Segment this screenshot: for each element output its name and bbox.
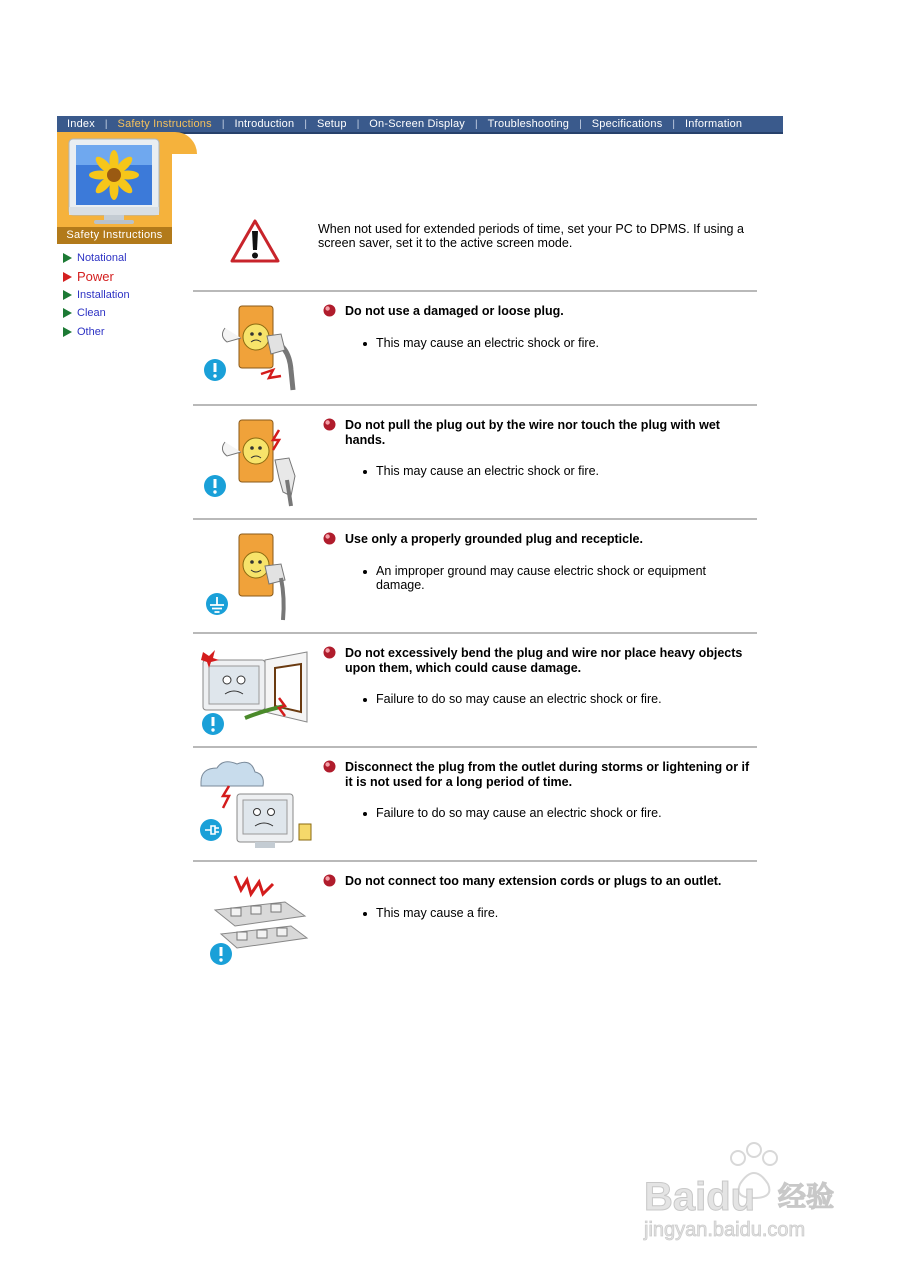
svg-text:经验: 经验 — [778, 1180, 835, 1213]
bullet-icon — [323, 304, 336, 317]
nav-separator: | — [304, 118, 307, 130]
nav-information[interactable]: Information — [685, 118, 743, 130]
nav-troubleshooting[interactable]: Troubleshooting — [487, 118, 570, 130]
dot-icon — [363, 342, 367, 346]
warning-triangle-icon — [229, 218, 281, 264]
detail-text: An improper ground may cause electric shock or equipment damage. — [376, 564, 707, 592]
section-heading: Use only a properly grounded plug and recepticle. — [345, 532, 643, 546]
section-brand-panel — [57, 132, 197, 244]
overloaded-outlet-illustration-icon — [195, 870, 315, 970]
intro-text: When not used for extended periods of time, set your PC to DPMS. If using a screen saver, set it to the active screen mode. — [318, 222, 744, 250]
nav-introduction[interactable]: Introduction — [234, 118, 295, 130]
triangle-right-icon — [63, 290, 72, 300]
detail-text: This may cause an electric shock or fire. — [376, 464, 599, 478]
bent-wire-illustration-icon — [195, 642, 315, 742]
bullet-icon — [323, 532, 336, 545]
nav-separator: | — [104, 118, 108, 130]
submenu-label: Power — [77, 269, 114, 285]
monitor-with-sunflower-icon — [66, 137, 162, 225]
submenu-notational[interactable] — [63, 249, 130, 267]
dot-icon — [363, 698, 367, 702]
nav-separator: | — [475, 118, 478, 130]
submenu-clean[interactable] — [63, 304, 130, 322]
nav-separator: | — [356, 118, 360, 130]
nav-safety-instructions[interactable]: Safety Instructions — [117, 118, 212, 130]
submenu-label: Other — [77, 325, 105, 338]
bullet-icon — [323, 874, 336, 887]
nav-specifications[interactable]: Specifications — [591, 118, 663, 130]
nav-setup[interactable]: Setup — [316, 118, 347, 130]
section-detail — [363, 906, 743, 920]
submenu-label: Notational — [77, 252, 127, 265]
brand-label: Safety Instructions — [57, 227, 172, 244]
nav-index[interactable]: Index — [67, 118, 95, 130]
section-heading: Do not connect too many extension cords or plugs to an outlet. — [345, 874, 722, 888]
wet-hands-plug-illustration-icon — [195, 414, 315, 514]
triangle-right-icon — [63, 253, 72, 263]
section-detail — [363, 464, 743, 478]
brand-mask — [172, 154, 197, 244]
storm-unplug-illustration-icon — [195, 756, 315, 856]
triangle-right-icon — [63, 327, 72, 337]
bullet-icon — [323, 418, 336, 431]
submenu-power[interactable] — [63, 267, 130, 285]
triangle-right-icon — [63, 272, 72, 282]
section-heading: Do not use a damaged or loose plug. — [345, 304, 564, 318]
section-detail — [363, 564, 743, 592]
safety-item — [193, 746, 757, 862]
section-detail — [363, 692, 743, 706]
detail-text: Failure to do so may cause an electric shock or fire. — [376, 806, 662, 820]
safety-item — [193, 860, 757, 976]
triangle-right-icon — [63, 308, 72, 318]
dot-icon — [363, 912, 367, 916]
submenu-label: Clean — [77, 307, 106, 320]
sub-menu — [63, 249, 130, 341]
section-heading: Disconnect the plug from the outlet during storms or lightening or if it is not used for a long period of time. — [345, 760, 750, 789]
damaged-plug-illustration-icon — [195, 300, 315, 400]
section-detail — [363, 336, 743, 350]
grounded-plug-illustration-icon — [195, 528, 315, 628]
bullet-icon — [323, 760, 336, 773]
bullet-icon — [323, 646, 336, 659]
detail-text: This may cause a fire. — [376, 906, 499, 920]
dot-icon — [363, 570, 367, 574]
svg-text:jingyan.baidu.com: jingyan.baidu.com — [644, 1219, 806, 1241]
nav-on-screen-display[interactable]: On-Screen Display — [369, 118, 466, 130]
nav-separator: | — [579, 118, 582, 130]
submenu-label: Installation — [77, 288, 130, 301]
safety-item — [193, 290, 757, 406]
svg-text:Baidu: Baidu — [644, 1175, 756, 1219]
submenu-installation[interactable] — [63, 286, 130, 304]
section-heading: Do not excessively bend the plug and wire nor place heavy objects upon them, which could cause damage. — [345, 646, 743, 675]
nav-separator: | — [672, 118, 675, 130]
section-detail — [363, 806, 743, 820]
nav-separator: | — [221, 118, 225, 130]
submenu-other[interactable] — [63, 323, 130, 341]
section-heading: Do not pull the plug out by the wire nor touch the plug with wet hands. — [345, 418, 720, 447]
detail-text: This may cause an electric shock or fire. — [376, 336, 599, 350]
baidu-jingyan-watermark-logo — [640, 1140, 860, 1250]
safety-item — [193, 632, 757, 748]
detail-text: Failure to do so may cause an electric shock or fire. — [376, 692, 662, 706]
safety-item — [193, 518, 757, 634]
dot-icon — [363, 470, 367, 474]
safety-item — [193, 404, 757, 520]
dot-icon — [363, 812, 367, 816]
